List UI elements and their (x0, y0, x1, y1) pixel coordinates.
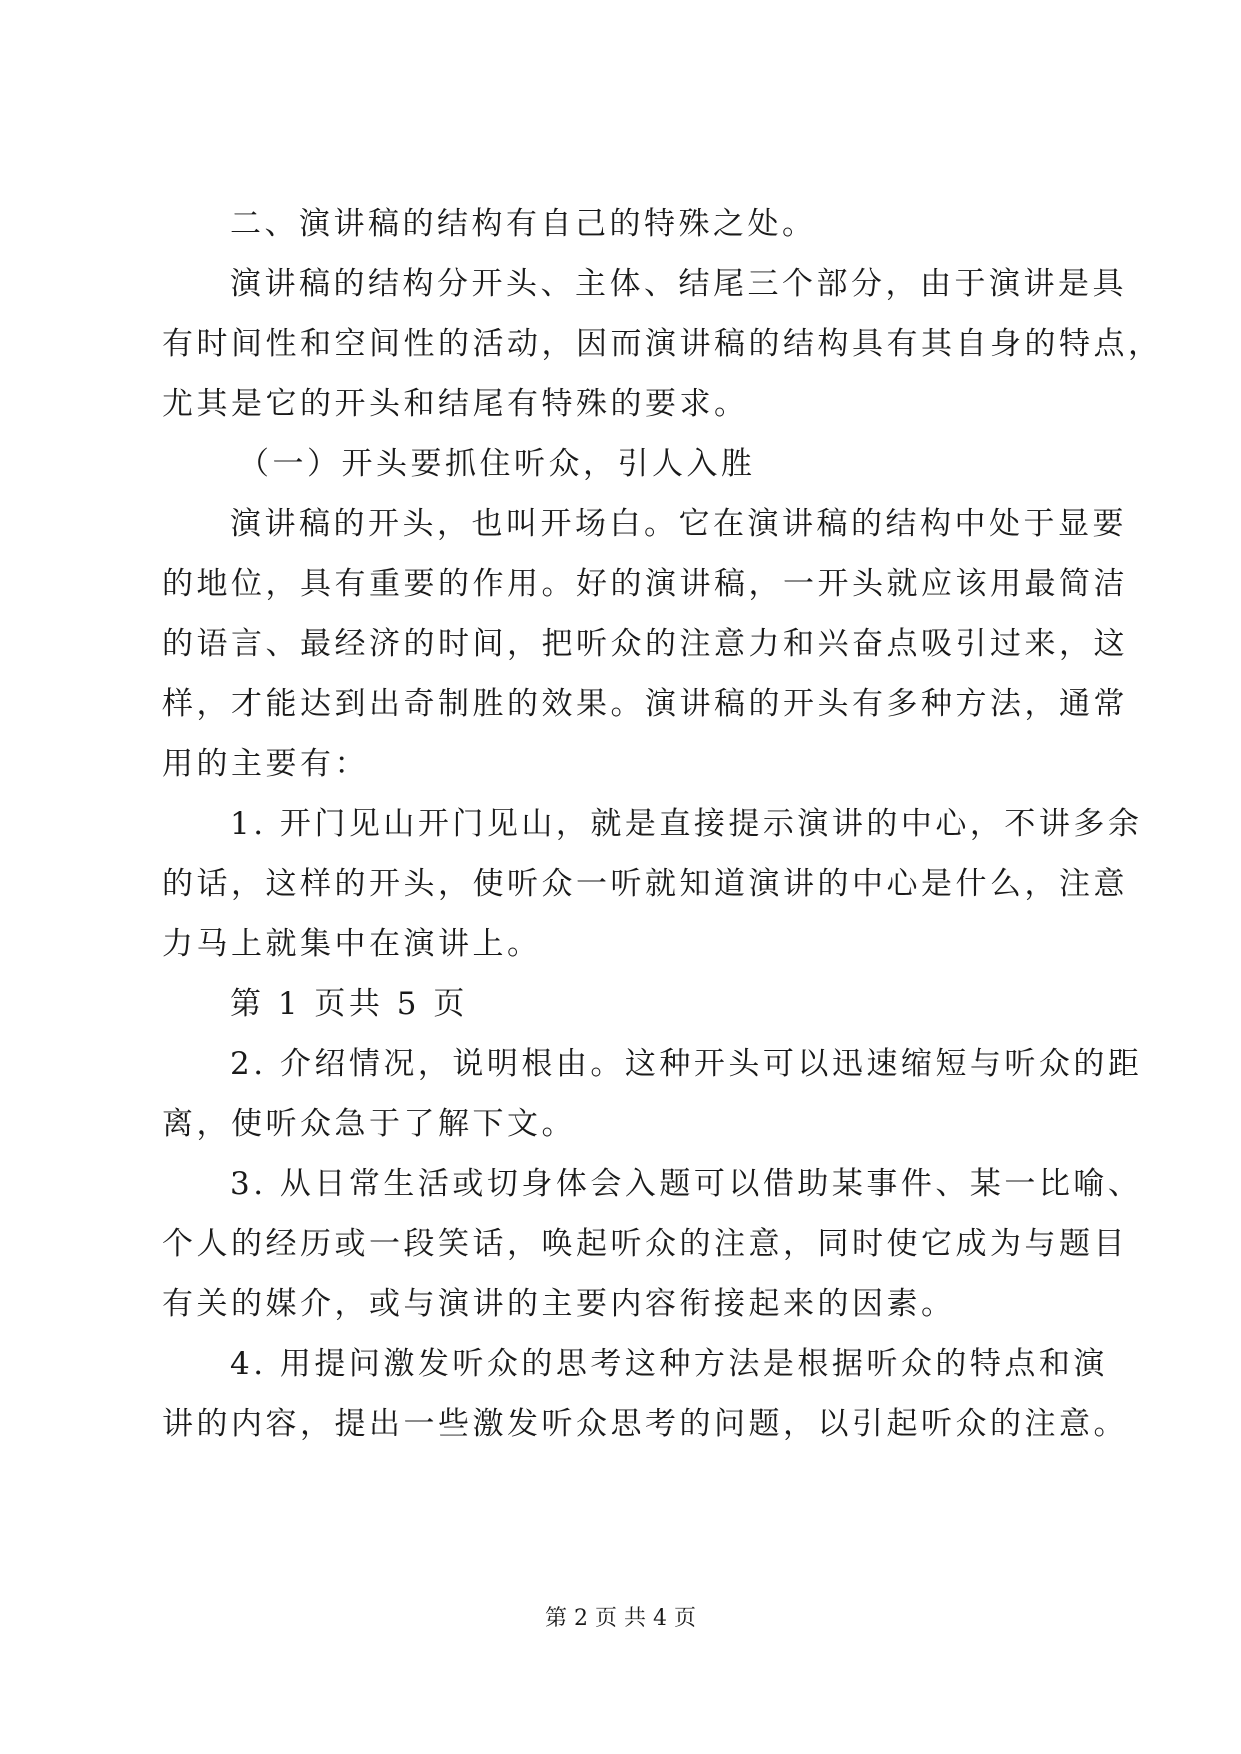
list-item-line: 1. 开门见山开门见山，就是直接提示演讲的中心，不讲多余 (230, 806, 1143, 842)
list-item-line: 2. 介绍情况，说明根由。这种开头可以迅速缩短与听众的距 (230, 1046, 1143, 1082)
embedded-page-number: 第 1 页共 5 页 (230, 986, 468, 1022)
section-heading: 二、演讲稿的结构有自己的特殊之处。 (230, 206, 817, 242)
list-item-line: 4. 用提问激发听众的思考这种方法是根据听众的特点和演 (230, 1346, 1108, 1382)
paragraph-line: 演讲稿的结构分开头、主体、结尾三个部分，由于演讲是具 (230, 266, 1127, 302)
paragraph-line: 样，才能达到出奇制胜的效果。演讲稿的开头有多种方法，通常 (162, 686, 1128, 722)
paragraph-line: 的语言、最经济的时间，把听众的注意力和兴奋点吸引过来，这 (162, 626, 1128, 662)
paragraph-line: 有时间性和空间性的活动，因而演讲稿的结构具有其自身的特点， (162, 326, 1163, 362)
list-item-line: 个人的经历或一段笑话，唤起听众的注意，同时使它成为与题目 (162, 1226, 1128, 1262)
subsection-heading: （一）开头要抓住听众，引人入胜 (238, 446, 756, 482)
list-item-line: 3. 从日常生活或切身体会入题可以借助某事件、某一比喻、 (230, 1166, 1143, 1202)
list-item-line: 讲的内容，提出一些激发听众思考的问题，以引起听众的注意。 (162, 1406, 1128, 1442)
paragraph-line: 演讲稿的开头，也叫开场白。它在演讲稿的结构中处于显要 (230, 506, 1127, 542)
paragraph-line: 的地位，具有重要的作用。好的演讲稿，一开头就应该用最简洁 (162, 566, 1128, 602)
list-item-line: 离，使听众急于了解下文。 (162, 1106, 576, 1142)
list-item-line: 的话，这样的开头，使听众一听就知道演讲的中心是什么，注意 (162, 866, 1128, 902)
paragraph-line: 尤其是它的开头和结尾有特殊的要求。 (162, 386, 749, 422)
list-item-line: 有关的媒介，或与演讲的主要内容衔接起来的因素。 (162, 1286, 956, 1322)
paragraph-line: 用的主要有： (162, 746, 369, 782)
list-item-line: 力马上就集中在演讲上。 (162, 926, 542, 962)
page-footer: 第 2 页 共 4 页 (545, 1606, 696, 1631)
